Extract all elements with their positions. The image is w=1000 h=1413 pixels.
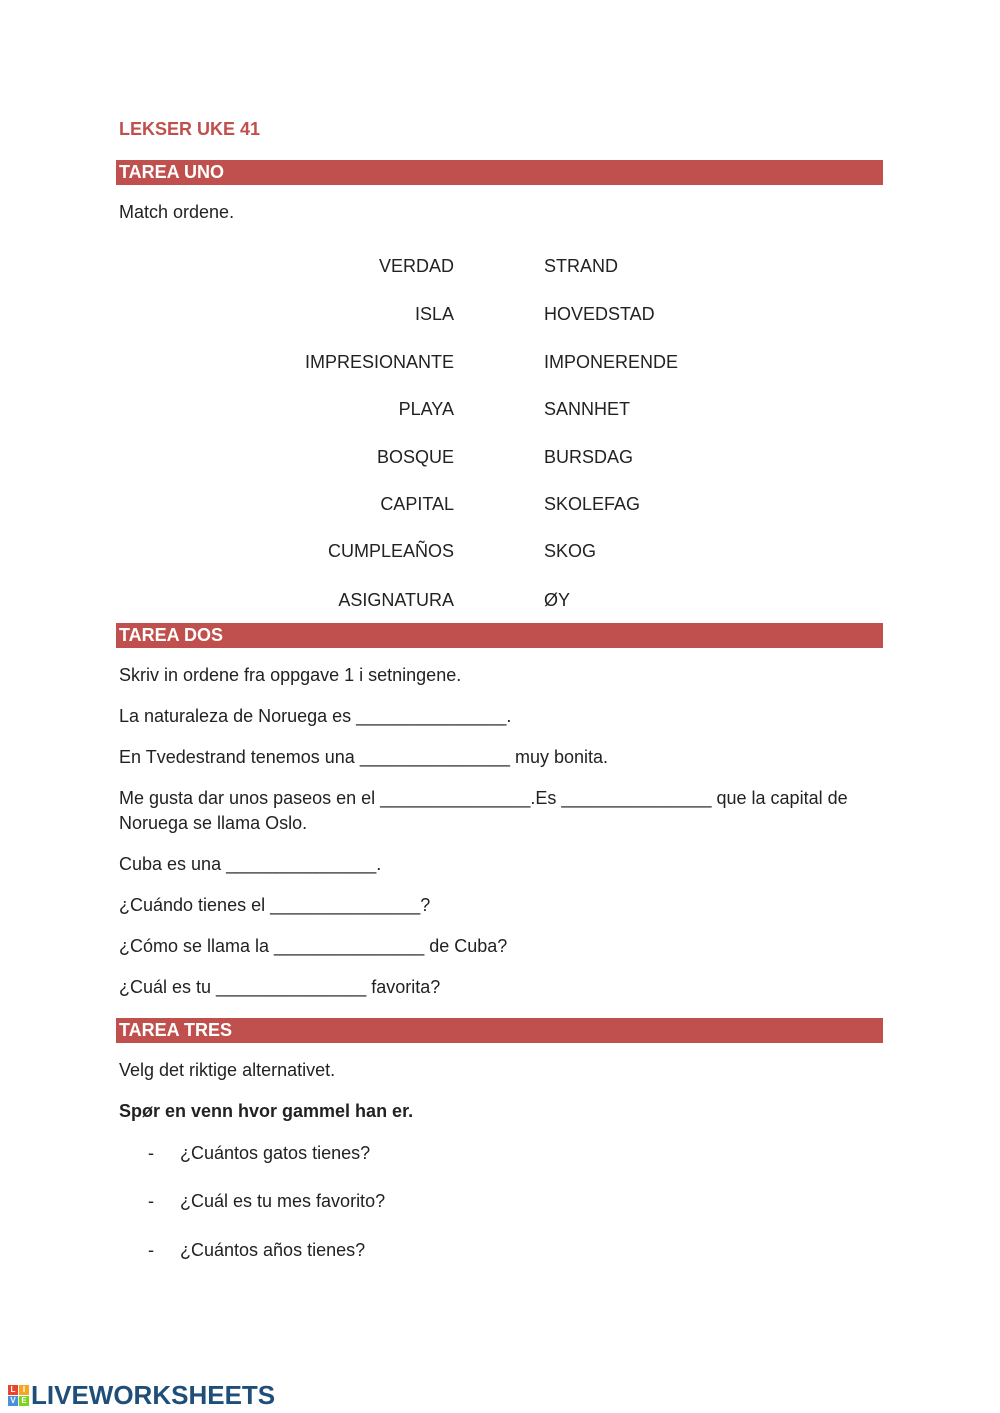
answer-option-2[interactable]: ¿Cuál es tu mes favorito? bbox=[180, 1191, 386, 1211]
match-left-word[interactable]: PLAYA bbox=[398, 399, 454, 419]
sentence-blank[interactable]: ¿Cuándo tienes el _______________? bbox=[119, 895, 431, 915]
logo-text: LIVEWORKSHEETS bbox=[31, 1379, 276, 1410]
match-right-word[interactable]: SKOG bbox=[544, 541, 597, 561]
instruction-uno: Match ordene. bbox=[119, 202, 235, 222]
match-left-word[interactable]: VERDAD bbox=[378, 256, 454, 276]
match-right-word[interactable]: STRAND bbox=[544, 256, 619, 276]
instruction-dos: Skriv in ordene fra oppgave 1 i setningene. bbox=[119, 665, 462, 685]
match-right-word[interactable]: SANNHET bbox=[544, 399, 631, 419]
question-prompt: Spør en venn hvor gammel han er. bbox=[119, 1101, 414, 1121]
match-right-word[interactable]: SKOLEFAG bbox=[544, 494, 641, 514]
sentence-blank[interactable]: Cuba es una _______________. bbox=[119, 854, 382, 874]
match-left-word[interactable]: CUMPLEAÑOS bbox=[327, 541, 454, 561]
sentence-blank[interactable]: ¿Cómo se llama la _______________ de Cuba? bbox=[119, 936, 508, 956]
match-left-word[interactable]: CAPITAL bbox=[380, 494, 454, 514]
list-dash: - bbox=[148, 1191, 154, 1211]
sentence-blank[interactable]: ¿Cuál es tu _______________ favorita? bbox=[119, 977, 441, 997]
list-dash: - bbox=[148, 1240, 154, 1260]
sentence-blank[interactable]: La naturaleza de Noruega es _______________. bbox=[119, 706, 512, 726]
match-left-word[interactable]: ISLA bbox=[414, 304, 454, 324]
match-left-word[interactable]: BOSQUE bbox=[376, 447, 454, 467]
match-right-word[interactable]: IMPONERENDE bbox=[544, 352, 679, 372]
match-right-word[interactable]: HOVEDSTAD bbox=[544, 304, 655, 324]
match-right-word[interactable]: ØY bbox=[544, 590, 571, 610]
list-dash: - bbox=[148, 1143, 154, 1163]
instruction-tres: Velg det riktige alternativet. bbox=[119, 1060, 336, 1080]
document-title: LEKSER UKE 41 bbox=[119, 119, 261, 139]
section-heading-tres: TAREA TRES bbox=[116, 1018, 883, 1043]
sentence-blank[interactable]: Me gusta dar unos paseos en el _______________.Es _______________ que la capital de Noruega se llama Oslo. bbox=[119, 788, 848, 833]
section-heading-uno: TAREA UNO bbox=[116, 160, 883, 185]
liveworksheets-logo bbox=[8, 1380, 275, 1410]
logo-blocks-icon: L I V E bbox=[8, 1385, 29, 1406]
answer-option-1[interactable]: ¿Cuántos gatos tienes? bbox=[180, 1143, 371, 1163]
match-left-word[interactable]: IMPRESIONANTE bbox=[304, 352, 454, 372]
answer-option-3[interactable]: ¿Cuántos años tienes? bbox=[180, 1240, 366, 1260]
sentence-blank[interactable]: En Tvedestrand tenemos una _______________ muy bonita. bbox=[119, 747, 609, 767]
match-left-word[interactable]: ASIGNATURA bbox=[338, 590, 454, 610]
match-right-word[interactable]: BURSDAG bbox=[544, 447, 634, 467]
section-heading-dos: TAREA DOS bbox=[116, 623, 883, 648]
